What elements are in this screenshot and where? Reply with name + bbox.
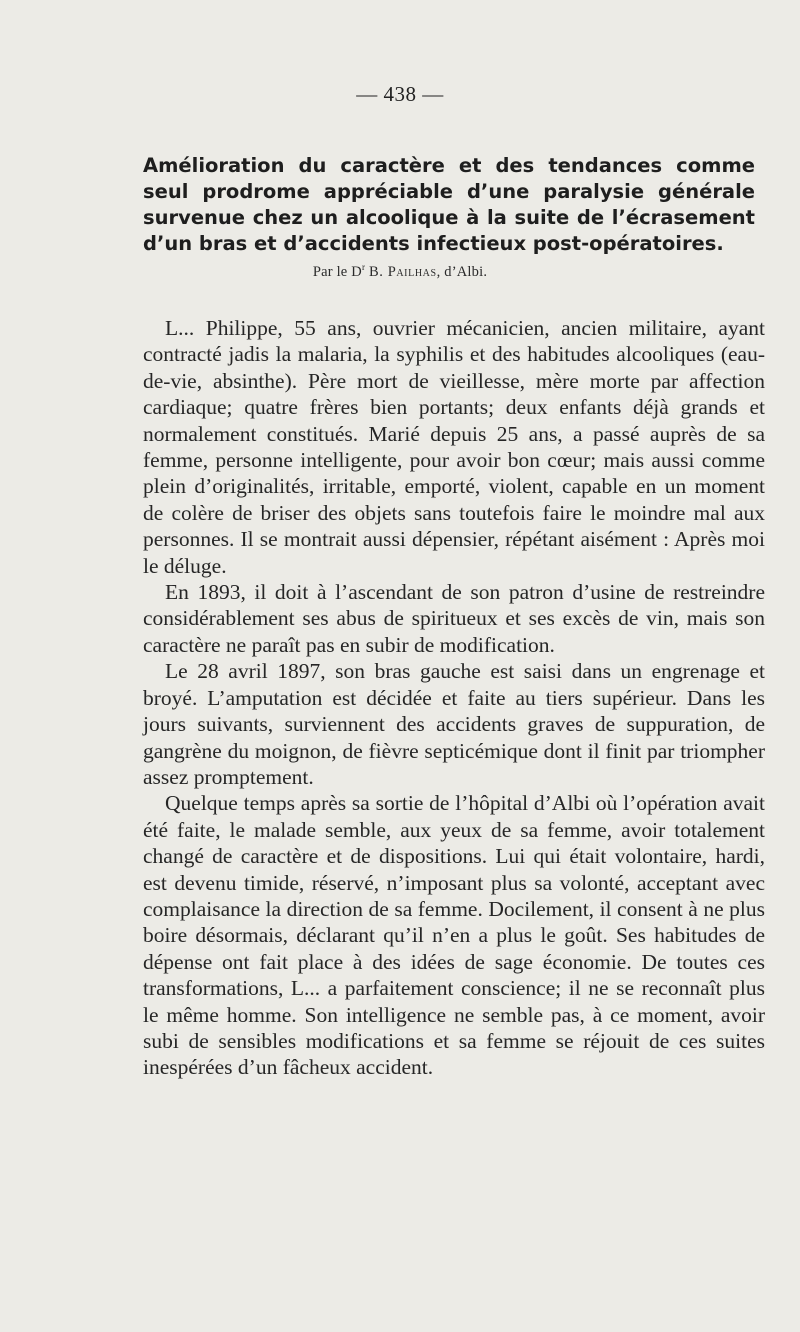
- byline: [0, 262, 800, 281]
- paragraph: Le 28 avril 1897, son bras gauche est saisi dans un engrenage et broyé. L’amputation est décidée et faite au tiers supérieur. Dans les jours suivants, surviennent des accidents graves de suppuration, de gangrène du moignon, de fièvre septicémique dont il finit par triompher assez promptement.: [143, 659, 765, 789]
- article-body: [143, 315, 765, 1081]
- byline-author: B. Pailhas: [368, 263, 437, 280]
- paragraph: Quelque temps après sa sortie de l’hôpital d’Albi où l’opération avait été faite, le malade semble, aux yeux de sa femme, avoir totalement changé de caractère et de dispositions. Lui qui était volontaire, hardi, est devenu timide, réservé, n’imposant plus sa volonté, acceptant avec complaisance la direction de sa femme. Docilement, il consent à ne plus boire désormais, déclarant qu’il n’en a plus le goût. Ses habitudes de dépense ont fait place à des idées de sage économie. De toutes ces transformations, L... a parfaitement conscience; il ne se reconnaît plus le même homme. Son intelligence ne semble pas, à ce moment, avoir subi de sensibles modifications et sa femme se réjouit de ces suites inespérées d’un fâcheux accident.: [143, 791, 765, 1080]
- byline-suffix: , d’Albi.: [436, 263, 488, 280]
- paragraph: L... Philippe, 55 ans, ouvrier mécanicien, ancien militaire, ayant contracté jadis la malaria, la syphilis et des habitudes alcooliques (eau-de-vie, absinthe). Père mort de vieillesse, mère morte par affection cardiaque; quatre frères bien portants; deux enfants déjà grands et normalement constitués. Marié depuis 25 ans, a passé auprès de sa femme, personne intelligente, pour avoir bon cœur; mais aussi comme plein d’originalités, irritable, emporté, violent, capable en un moment de colère de briser des objets sans toutefois faire le moindre mal aux personnes. Il se montrait aussi dépensier, répétant aisément : Après moi le déluge.: [143, 316, 765, 578]
- article-title: Amélioration du caractère et des tendances comme seul prodrome appréciable d’une paralysie générale survenue chez un alcoolique à la suite de l’écrasement d’un bras et d’accidents infectieux post-opératoires.: [143, 154, 755, 255]
- paragraph: En 1893, il doit à l’ascendant de son patron d’usine de restreindre considérablement ses abus de spiritueux et ses excès de vin, mais son caractère ne paraît pas en subir de modification.: [143, 580, 765, 657]
- byline-degree: r: [361, 262, 366, 272]
- byline-prefix: Par le D: [312, 263, 362, 280]
- page-number: — 438 —: [356, 82, 444, 106]
